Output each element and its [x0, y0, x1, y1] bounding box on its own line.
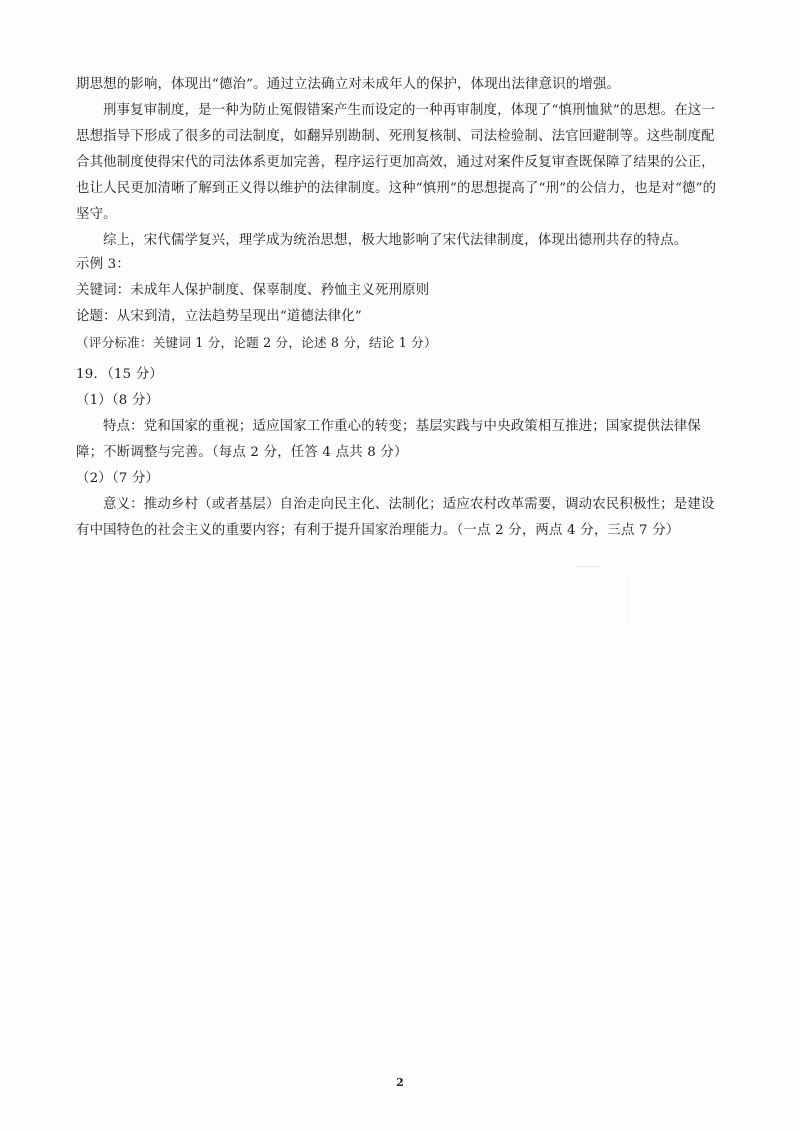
example-3-thesis: 论题：从宋到清，立法趋势呈现出“道德法律化” [76, 309, 362, 324]
example-3-keywords: 关键词：未成年人保护制度、保辜制度、矜恤主义死刑原则 [76, 283, 430, 298]
question-19-part-1-answer: 特点：党和国家的重视；适应国家工作重心的转变；基层实践与中央政策相互推进；国家提供法律保障；不断调整与完善。（每点 2 分，任答 4 点共 8 分） [76, 419, 701, 460]
question-19-part-2-answer: 意义：推动乡村（或者基层）自治走向民主化、法制化；适应农村改革需要，调动农民积极性；是建设有中国特色的社会主义的重要内容；有利于提升国家治理能力。（一点 2 分，两点 4 分，三点 7 分） [76, 497, 715, 538]
question-19-part-1-heading: （1）（8 分） [76, 393, 160, 408]
example-3-scoring: （评分标准：关键词 1 分，论题 2 分，论述 8 分，结论 1 分） [76, 335, 437, 350]
essay-paragraph-1: 期思想的影响，体现出“德治”。通过立法确立对未成年人的保护，体现出法律意识的增强。 [76, 77, 621, 92]
page-number: 2 [396, 1076, 404, 1089]
question-19-section [76, 362, 726, 544]
example-3-heading: 示例 3： [76, 257, 130, 272]
question-19-part-2-heading: （2）（7 分） [76, 471, 160, 486]
scan-artifact [577, 566, 599, 567]
essay-section [76, 72, 726, 254]
scan-artifact-edge [627, 580, 628, 624]
essay-conclusion: 综上，宋代儒学复兴，理学成为统治思想，极大地影响了宋代法律制度，体现出德刑共存的特点。 [103, 233, 688, 248]
example-3-section [76, 252, 726, 356]
essay-paragraph-2: 刑事复审制度，是一种为防止冤假错案产生而设定的一种再审制度，体现了“慎刑恤狱”的思想。在这一思想指导下形成了很多的司法制度，如翻异别勘制、死刑复核制、司法检验制、法官回避制等。这些制度配合其他制度使得宋代的司法体系更加完善，程序运行更加高效，通过对案件反复审查既保障了结果的公正，也让人民更加清晰了解到正义得以维护的法律制度。这种“慎刑”的思想提高了“刑”的公信力，也是对“德”的坚守。 [76, 103, 717, 222]
question-19-heading: 19．（15 分） [76, 367, 163, 382]
